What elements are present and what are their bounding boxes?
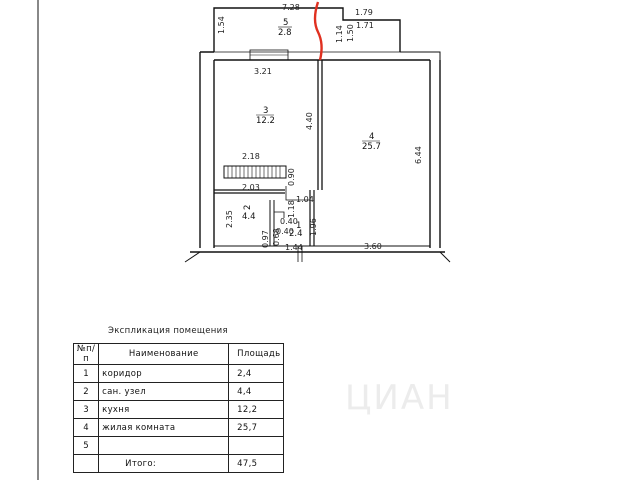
red-mark-line — [315, 2, 322, 60]
svg-text:2.8: 2.8 — [278, 28, 292, 38]
total-label: Итого: — [99, 455, 229, 473]
room-2-label — [242, 205, 256, 222]
room-5-label — [278, 18, 292, 38]
explication-title: Экспликация помещения — [108, 326, 228, 336]
vent-block — [224, 166, 286, 178]
left-wall — [200, 52, 214, 248]
table-row: 5 — [74, 437, 284, 455]
dim-d4: 0.68 — [272, 228, 281, 246]
dim-left-top: 1.54 — [217, 16, 226, 34]
dim-door-small: 0.90 — [287, 168, 296, 186]
svg-text:2.4: 2.4 — [289, 229, 303, 239]
svg-text:2: 2 — [243, 204, 253, 210]
svg-text:5: 5 — [283, 18, 289, 28]
watermark: ЦИАН — [345, 378, 454, 418]
dim-wall-bottom: 2.03 — [242, 183, 260, 192]
table-row: 3 кухня 12,2 — [74, 401, 284, 419]
dim-kitchen-length: 4.40 — [305, 112, 314, 130]
dim-top-total: 7.28 — [282, 3, 300, 12]
table-total-row — [74, 455, 284, 473]
table-header-row — [74, 344, 284, 365]
svg-text:4: 4 — [369, 132, 375, 142]
dim-top-right-inner: 1.71 — [356, 21, 374, 30]
dim-d2: 0.40 — [276, 227, 294, 236]
total-value: 47,5 — [229, 455, 284, 473]
dim-entry-width: 1.44 — [285, 243, 303, 252]
dim-room-width: 3.60 — [364, 242, 382, 251]
dim-d3: 0.97 — [261, 230, 270, 248]
svg-text:1: 1 — [296, 221, 302, 231]
header-area: Площадь — [229, 344, 284, 365]
room-4-label — [362, 132, 381, 152]
dim-top-right-width: 1.79 — [355, 8, 373, 17]
dim-mid-small: 1.14 — [335, 25, 344, 43]
vent-hatch — [228, 166, 280, 178]
dim-kitchen-width: 3.21 — [254, 67, 272, 76]
dim-entry-height: 1.96 — [309, 218, 318, 236]
svg-text:12.2: 12.2 — [256, 116, 275, 126]
break-line-right — [440, 252, 450, 262]
header-num: №п/п — [74, 344, 99, 365]
dim-bath-height: 2.35 — [225, 210, 234, 228]
table-row: 2 сан. узел 4,4 — [74, 383, 284, 401]
room-3-label — [256, 106, 275, 126]
dim-wall-top: 2.18 — [242, 152, 260, 161]
right-wall — [430, 60, 440, 248]
svg-text:3: 3 — [263, 106, 269, 116]
header-name: Наименование — [99, 344, 229, 365]
dim-corr-width: 1.04 — [296, 195, 314, 204]
svg-text:4.4: 4.4 — [242, 212, 256, 222]
explication-table — [73, 343, 284, 473]
break-line-left — [185, 252, 200, 262]
dim-right-top: 1.50 — [346, 24, 355, 42]
table-row: 1 коридор 2,4 — [74, 365, 284, 383]
svg-text:25.7: 25.7 — [362, 142, 381, 152]
table-row: 4 жилая комната 25,7 — [74, 419, 284, 437]
partition-kitchen-room — [318, 60, 322, 190]
dim-room-height: 6.44 — [414, 146, 423, 164]
dim-corr-height: 1.18 — [287, 200, 296, 218]
dim-d1: 0.40 — [280, 217, 298, 226]
balcony-right — [400, 52, 440, 60]
